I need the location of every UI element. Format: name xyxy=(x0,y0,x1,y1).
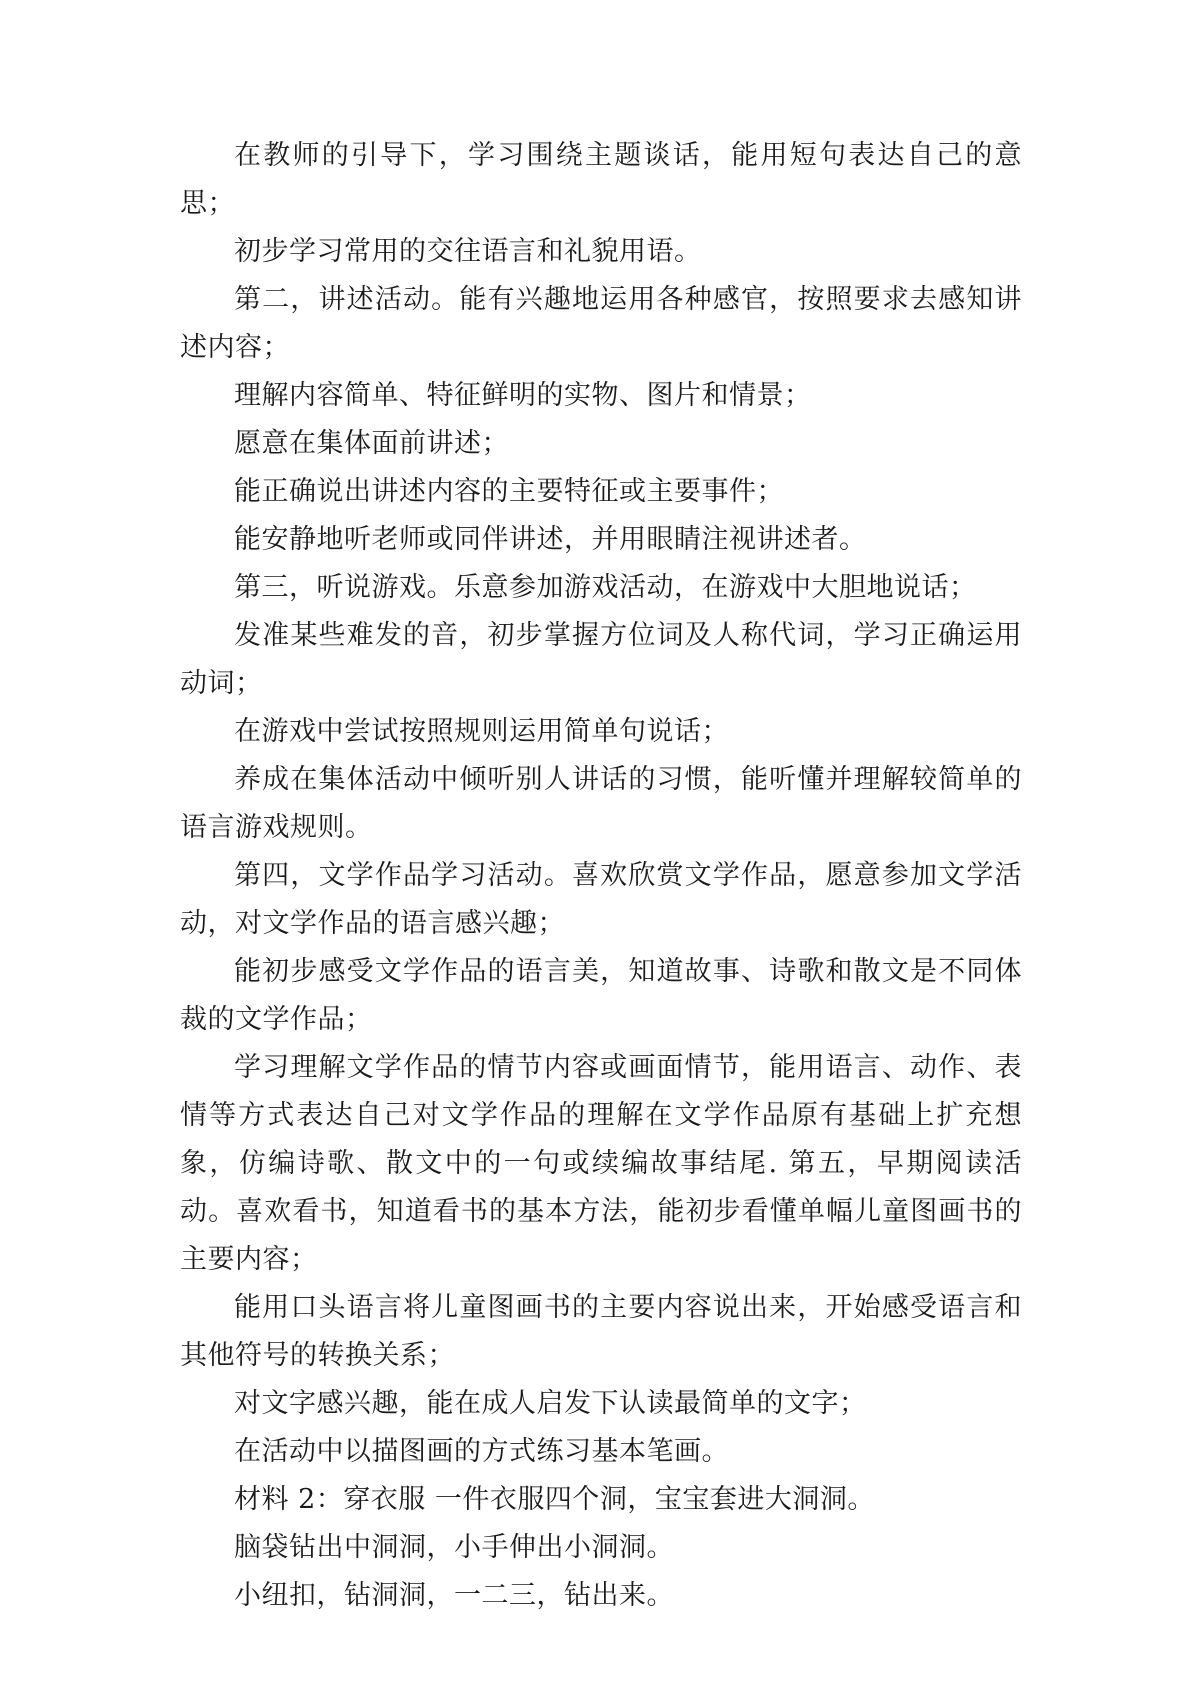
paragraph: 能用口头语言将儿童图画书的主要内容说出来，开始感受语言和其他符号的转换关系； xyxy=(180,1292,1022,1371)
paragraph: 第三，听说游戏。乐意参加游戏活动，在游戏中大胆地说话； xyxy=(234,572,977,603)
paragraph: 脑袋钻出中洞洞，小手伸出小洞洞。 xyxy=(234,1532,674,1563)
paragraph: 初步学习常用的交往语言和礼貌用语。 xyxy=(234,236,702,267)
paragraph: 在教师的引导下，学习围绕主题谈话，能用短句表达自己的意思； xyxy=(180,140,1022,219)
paragraph: 小纽扣，钻洞洞，一二三，钻出来。 xyxy=(234,1580,674,1611)
paragraph: 理解内容简单、特征鲜明的实物、图片和情景； xyxy=(234,380,812,411)
paragraph: 对文字感兴趣，能在成人启发下认读最简单的文字； xyxy=(234,1388,867,1419)
paragraph: 在游戏中尝试按照规则运用简单句说话； xyxy=(234,716,729,747)
paragraph: 发准某些难发的音，初步掌握方位词及人称代词，学习正确运用动词； xyxy=(180,620,1022,699)
paragraph: 在活动中以描图画的方式练习基本笔画。 xyxy=(234,1436,729,1467)
paragraph: 第二，讲述活动。能有兴趣地运用各种感官，按照要求去感知讲述内容； xyxy=(180,284,1022,363)
paragraph: 学习理解文学作品的情节内容或画面情节，能用语言、动作、表情等方式表达自己对文学作品的理解在文学作品原有基础上扩充想象，仿编诗歌、散文中的一句或续编故事结尾. 第五，早期阅读活动。喜欢看书，知道看书的基本方法，能初步看懂单幅儿童图画书的主要内容； xyxy=(180,1052,1022,1275)
paragraph: 能正确说出讲述内容的主要特征或主要事件； xyxy=(234,476,784,507)
paragraph: 材料 2：穿衣服 一件衣服四个洞，宝宝套进大洞洞。 xyxy=(234,1484,875,1515)
paragraph: 养成在集体活动中倾听别人讲话的习惯，能听懂并理解较简单的语言游戏规则。 xyxy=(180,764,1022,843)
paragraph: 能安静地听老师或同伴讲述，并用眼睛注视讲述者。 xyxy=(234,524,867,555)
paragraph: 能初步感受文学作品的语言美，知道故事、诗歌和散文是不同体裁的文学作品； xyxy=(180,956,1022,1035)
paragraph: 愿意在集体面前讲述； xyxy=(234,428,509,459)
document-body xyxy=(180,132,1022,1620)
paragraph: 第四，文学作品学习活动。喜欢欣赏文学作品，愿意参加文学活动，对文学作品的语言感兴趣； xyxy=(180,860,1022,939)
